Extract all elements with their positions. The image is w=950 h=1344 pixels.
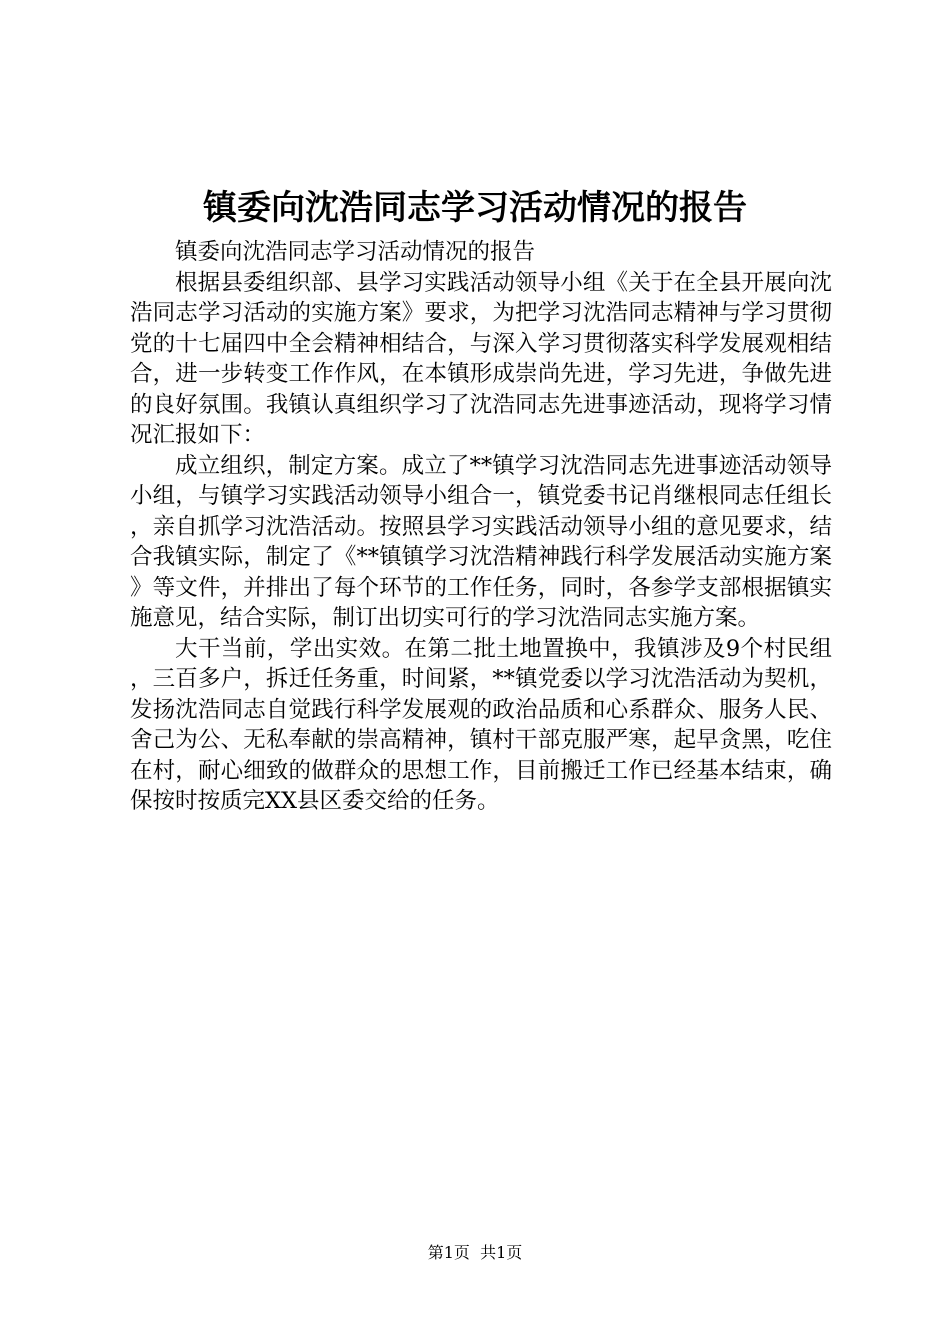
- results-paragraph: 大干当前，学出实效。在第二批土地置换中，我镇涉及9个村民组，三百多户，拆迁任务重，时间紧，**镇党委以学习沈浩活动为契机，发扬沈浩同志自觉践行科学发展观的政治品质和心系群众、服务人民、舍己为公、无私奉献的崇高精神，镇村干部克服严寒，起早贪黑，吃住在村，耐心细致的做群众的思想工作，目前搬迁工作已经基本结束，确保按时按质完XX县区委交给的任务。: [130, 635, 832, 814]
- document-title: 镇委向沈浩同志学习活动情况的报告: [203, 188, 747, 228]
- page-footer: [0, 1242, 950, 1264]
- document-body: [130, 237, 832, 817]
- page-number: 第1页: [427, 1243, 470, 1262]
- intro-paragraph: 根据县委组织部、县学习实践活动领导小组《关于在全县开展向沈浩同志学习活动的实施方案》要求，为把学习沈浩同志精神与学习贯彻党的十七届四中全会精神相结合，与深入学习贯彻落实科学发展观相结合，进一步转变工作作风，在本镇形成崇尚先进，学习先进，争做先进的良好氛围。我镇认真组织学习了沈浩同志先进事迹活动，现将学习情况汇报如下：: [130, 269, 832, 448]
- subtitle-paragraph: 镇委向沈浩同志学习活动情况的报告: [175, 239, 536, 265]
- organization-paragraph: 成立组织，制定方案。成立了**镇学习沈浩同志先进事迹活动领导小组，与镇学习实践活动领导小组合一，镇党委书记肖继根同志任组长，亲自抓学习沈浩活动。按照县学习实践活动领导小组的意见要求，结合我镇实际，制定了《**镇镇学习沈浩精神践行科学发展活动实施方案》等文件，并排出了每个环节的工作任务，同时，各参学支部根据镇实施意见，结合实际，制订出切实可行的学习沈浩同志实施方案。: [130, 452, 832, 631]
- page-total: 共1页: [480, 1243, 523, 1262]
